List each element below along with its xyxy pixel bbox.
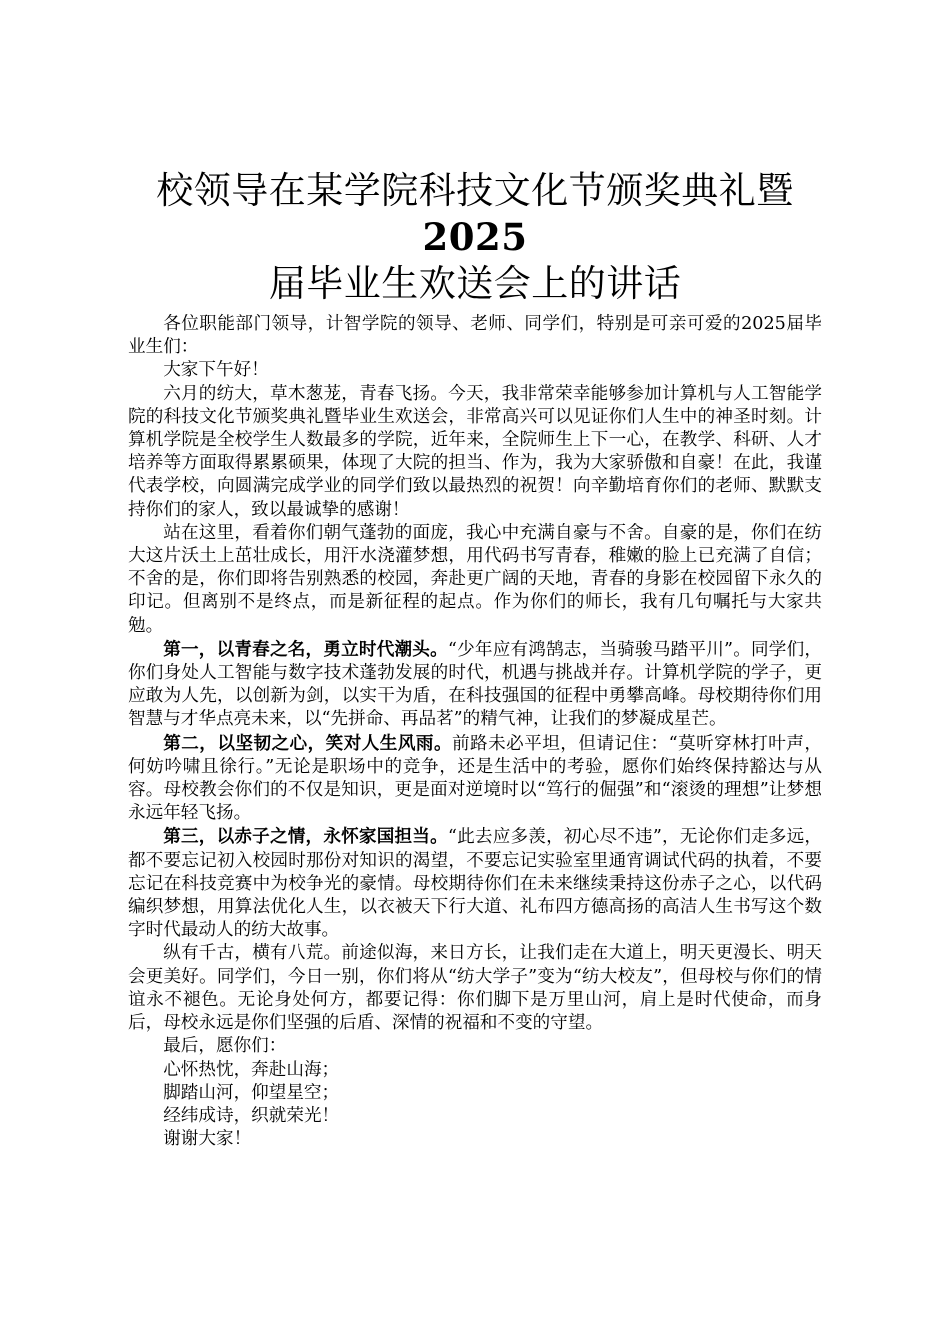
point-1-lead: 第一，以青春之名，勇立时代潮头。 [163,638,448,660]
thanks: 谢谢大家！ [163,1129,252,1150]
paragraph-1: 六月的纺大，草木葱茏，青春飞扬。今天，我非常荣幸能够参加计算机与人工智能学院的科技文化节颁奖典礼暨毕业生欢送会，非常高兴可以见证你们人生中的神圣时刻。计算机学院是全校学生人数最多的学院，近年来，全院师生上下一心，在教学、科研、人才培养等方面取得累累硕果，体现了大院的担当、作为，我为大家骄傲和自豪！在此，我谨代表学校，向圆满完成学业的同学们致以最热烈的祝贺！向辛勤培育你们的老师、默默支持你们的家人，致以最诚挚的感谢！ [128,383,822,520]
document-title [128,168,822,307]
wish-1: 心怀热忱，奔赴山海； [163,1059,340,1080]
wish-3: 经纬成诗，织就荣光！ [163,1105,340,1126]
point-2 [128,732,822,826]
point-3-lead: 第三，以赤子之情，永怀家国担当。 [163,826,448,848]
salutation: 各位职能部门领导，计智学院的领导、老师、同学们，特别是可亲可爱的2025届毕业生们： [128,314,822,358]
point-2-lead: 第二，以坚韧之心，笑对人生风雨。 [163,732,452,754]
point-1-body: “少年应有鸿鹄志，当骑骏马踏平川”。同学们，你们身处人工智能与数字技术蓬勃发展的时代，机遇与挑战并存。计算机学院的学子，更应敢为人先，以创新为剑，以实干为盾，在科技强国的征程中勇攀高峰。母校期待你们用智慧与才华点亮未来，以“先拼命、再品茗”的精气神，让我们的梦凝成星芒。 [128,639,822,730]
title-part2: 届毕业生欢送会上的讲话 [268,262,682,305]
wish-2: 脚踏山河，仰望星空； [163,1082,340,1103]
title-part1: 校领导在某学院科技文化节颁奖典礼暨 [156,169,794,212]
point-1 [128,638,822,732]
greeting: 大家下午好！ [163,360,269,381]
point-3 [128,825,822,942]
closing-intro: 最后，愿你们： [163,1036,287,1057]
document-page [128,168,822,1151]
point-3-body: “此去应多羡，初心尽不违”，无论你们走多远，都不要忘记初入校园时那份对知识的渴望，不要忘记实验室里通宵调试代码的执着，不要忘记在科技竞赛中为校争光的豪情。母校期待你们在未来继续秉持这份赤子之心，以代码编织梦想，用算法优化人生，以衣被天下行大道、礼布四方德高扬的高洁人生书写这个数字时代最动人的纺大故事。 [128,827,822,941]
paragraph-2: 站在这里，看着你们朝气蓬勃的面庞，我心中充满自豪与不舍。自豪的是，你们在纺大这片沃土上茁壮成长，用汗水浇灌梦想，用代码书写青春，稚嫩的脸上已充满了自信；不舍的是，你们即将告别熟悉的校园，奔赴更广阔的天地，青春的身影在校园留下永久的印记。但离别不是终点，而是新征程的起点。作为你们的师长，我有几句嘱托与大家共勉。 [128,522,822,636]
paragraph-3: 纵有千古，横有八荒。前途似海，来日方长，让我们走在大道上，明天更漫长、明天会更美好。同学们，今日一别，你们将从“纺大学子”变为“纺大校友”，但母校与你们的情谊永不褪色。无论身处何方，都要记得：你们脚下是万里山河，肩上是时代使命，而身后，母校永远是你们坚强的后盾、深情的祝福和不变的守望。 [128,943,822,1034]
point-2-body: 前路未必平坦，但请记住：“莫听穿林打叶声，何妨吟啸且徐行。”无论是职场中的竞争，还是生活中的考验，愿你们始终保持豁达与从容。母校教会你们的不仅是知识，更是面对逆境时以“笃行的倔强”和“滚烫的理想”让梦想永远年轻飞扬。 [128,733,822,824]
title-year: 2025 [422,215,528,259]
